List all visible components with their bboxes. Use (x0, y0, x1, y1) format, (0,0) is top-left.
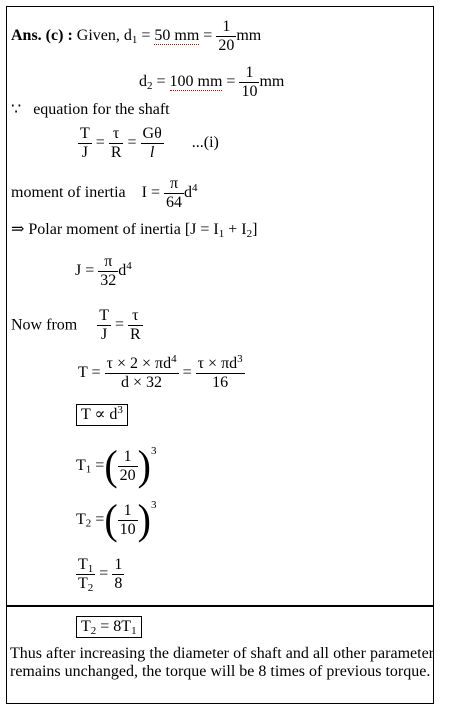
j-exp: 4 (126, 260, 132, 273)
d2-value: 100 mm (169, 73, 223, 91)
eq-frac-tj: $\frac{T}{J}$ (80, 125, 90, 161)
nf-frac-tj: $\frac{T}{J}$ (99, 307, 109, 343)
moi-rhs: d (184, 184, 192, 202)
answer-label: Ans. (c) : (11, 27, 73, 45)
j-rhs: d (118, 262, 127, 280)
now-from-text: Now from (11, 316, 78, 334)
proportionality-highlight: $T \propto d^3$ (76, 404, 128, 426)
t-lhs: T = (78, 364, 101, 382)
moi-lhs: I = (141, 184, 160, 202)
d1-sub: 1 (131, 34, 138, 47)
equation-reference: ...(i) (191, 134, 219, 152)
moi-text: moment of inertia (11, 184, 126, 202)
given-d2-line: $d_2 = 100$ mm = $\frac{1}{10}$ mm (139, 64, 285, 100)
t-fraction-1: $\frac{\tau \times 2 \times \pi d^4}{d \times 32}$ (106, 353, 177, 391)
t1-equation: $T_1$ =( $\frac{1}{20}$ )3 (76, 441, 157, 490)
moi-fraction: $\frac{\pi}{64}$ (166, 175, 182, 211)
d2-fraction: $\frac{1}{10}$ (241, 64, 258, 100)
d1-fraction: $\frac{1}{20}$ (218, 18, 235, 54)
because-symbol: ∵ (11, 101, 22, 118)
eq-frac-gtheta-l: $\frac{G\theta}{l}$ (142, 125, 162, 161)
t2-var: T (76, 511, 86, 528)
t1-exp: 3 (150, 445, 157, 457)
d2-sub: 2 (147, 80, 153, 93)
torque-derivation: T = $\frac{\tau \times 2 \times \pi d^4}{d \times 32}$ = $\frac{\tau \times \pi d^3}{16}$ (78, 353, 243, 391)
polar-bracket-open: [J = I (184, 221, 219, 238)
d1-value: 50 mm (154, 27, 200, 45)
t2-equation: $T_2$ =( $\frac{1}{10}$ )3 (76, 495, 157, 544)
polar-text: ⇒ Polar moment of inertia (11, 221, 181, 238)
d1-var: d (123, 27, 132, 45)
t-fraction-2: $\frac{\tau \times \pi d^3}{16}$ (197, 353, 243, 391)
j-lhs: J = (75, 262, 95, 280)
moment-of-inertia-line (11, 175, 198, 212)
t1-var: T (76, 457, 86, 474)
shaft-equation-heading (11, 101, 170, 119)
d1-unit: mm (236, 27, 262, 45)
eq-frac-tau-r: $\frac{\tau}{R}$ (110, 125, 122, 161)
shaft-eq-text: equation for the shaft (33, 101, 170, 118)
t2-fraction: $\frac{1}{10}$ (119, 501, 136, 538)
polar-moment-formula (75, 253, 132, 290)
final-result (76, 616, 142, 638)
ratio-lhs: $\frac{T_1}{T_2}$ (78, 556, 94, 594)
moi-exp: 4 (192, 182, 198, 195)
final-result-box: $T_2 = 8T_1$ (76, 616, 142, 638)
now-from-line: Now from $\frac{T}{J}$ = $\frac{\tau}{R}$ (11, 307, 141, 343)
nf-frac-tau-r: $\frac{\tau}{R}$ (130, 307, 141, 343)
torque-ratio: $\frac{T_1}{T_2}$ = $\frac{1}{8}$ (78, 556, 123, 594)
torsion-equation: $\frac{T}{J}$ = $\frac{\tau}{R}$ = $\frac{G\theta}{l}$ ...(i) (80, 125, 219, 161)
ratio-rhs: $\frac{1}{8}$ (114, 556, 123, 592)
given-d1-line: Ans. (c) : Given, $d_1 = 50$ mm = $\frac{1}{20}$ mm (11, 18, 262, 54)
given-word: Given, (76, 27, 120, 45)
j-fraction: $\frac{\pi}{32}$ (100, 253, 117, 289)
d2-var: d (139, 73, 147, 91)
proportionality-box (76, 404, 128, 426)
t2-exp: 3 (150, 499, 157, 511)
d2-unit: mm (259, 73, 285, 91)
polar-moment-line: ⇒ Polar moment of inertia $[J = I_1 + I_2]$ (11, 221, 258, 240)
t1-fraction: $\frac{1}{20}$ (119, 447, 136, 484)
conclusion-paragraph: Thus after increasing the diameter of shaft and all other parameter remains unchanged, the torque will be 8 times of previous torque. (10, 645, 434, 680)
